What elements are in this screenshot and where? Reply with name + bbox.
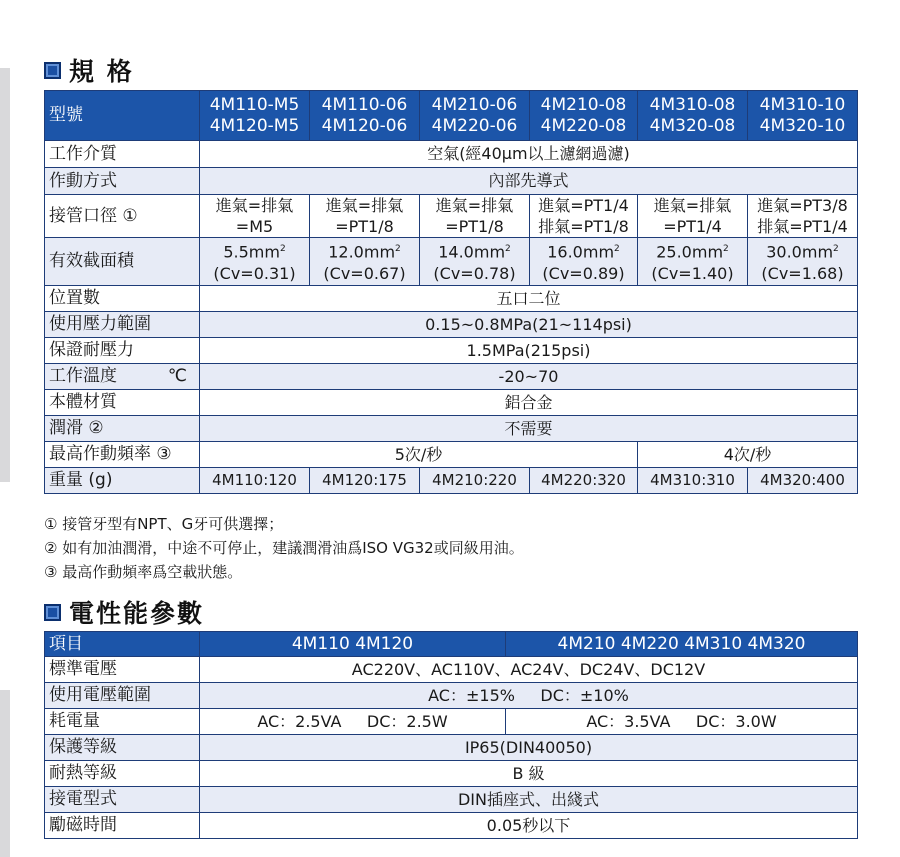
table-row xyxy=(45,338,858,364)
model-cell: 4M210-08 4M220-08 xyxy=(530,91,638,141)
row-label: 作動方式 xyxy=(45,168,200,195)
table-row xyxy=(45,416,858,442)
row-value: 0.05秒以下 xyxy=(200,813,858,839)
row-value: AC220V、AC110V、AC24V、DC24V、DC12V xyxy=(200,657,858,683)
row-value: -20~70 xyxy=(200,364,858,390)
row-label: 接管口徑 ① xyxy=(45,195,200,238)
blue-square-icon xyxy=(44,604,61,621)
row-label: 標準電壓 xyxy=(45,657,200,683)
row-label: 工作溫度 ℃ xyxy=(45,364,200,390)
weight-cell: 4M110:120 xyxy=(200,468,310,494)
table-row xyxy=(45,787,858,813)
row-value: AC：±15% DC：±10% xyxy=(200,683,858,709)
model-header-label: 型號 xyxy=(45,91,200,141)
row-label: 耐熱等級 xyxy=(45,761,200,787)
area-cell: $12.0mm^2$ (Cv=0.67) xyxy=(310,238,420,286)
area-cell: $5.5mm^2$ (Cv=0.31) xyxy=(200,238,310,286)
table-row xyxy=(45,813,858,839)
row-label: 保護等級 xyxy=(45,735,200,761)
weight-cell: 4M310:310 xyxy=(638,468,748,494)
blue-square-icon xyxy=(44,62,61,79)
spec-section-title xyxy=(44,52,134,88)
row-label: 最高作動頻率 ③ xyxy=(45,442,200,468)
row-value: 五口二位 xyxy=(200,286,858,312)
spec-title-text: 規 格 xyxy=(69,57,134,86)
table-row xyxy=(45,364,858,390)
spec-header-row xyxy=(45,91,858,141)
note-item: ③ 最高作動頻率爲空載狀態。 xyxy=(44,563,243,581)
table-row xyxy=(45,312,858,338)
weight-cell: 4M220:320 xyxy=(530,468,638,494)
table-row xyxy=(45,442,858,468)
port-cell: 進氣=排氣 =PT1/8 xyxy=(310,195,420,238)
row-label: 接電型式 xyxy=(45,787,200,813)
row-label: 勵磁時間 xyxy=(45,813,200,839)
electrical-section-title xyxy=(44,594,204,630)
area-cell: $14.0mm^2$ (Cv=0.78) xyxy=(420,238,530,286)
row-label: 有效截面積 xyxy=(45,238,200,286)
row-value: B 級 xyxy=(200,761,858,787)
model-cell: 4M310-10 4M320-10 xyxy=(748,91,858,141)
table-row xyxy=(45,195,858,238)
row-value: DIN插座式、出綫式 xyxy=(200,787,858,813)
spec-table xyxy=(44,90,858,494)
row-label: 耗電量 xyxy=(45,709,200,735)
port-cell: 進氣=PT1/4 排氣=PT1/8 xyxy=(530,195,638,238)
left-edge-bar xyxy=(0,690,10,857)
port-cell: 進氣=PT3/8 排氣=PT1/4 xyxy=(748,195,858,238)
area-cell: $16.0mm^2$ (Cv=0.89) xyxy=(530,238,638,286)
weight-cell: 4M120:175 xyxy=(310,468,420,494)
table-row xyxy=(45,168,858,195)
electrical-table xyxy=(44,631,858,839)
port-cell: 進氣=排氣 =M5 xyxy=(200,195,310,238)
model-cell: 4M110-M5 4M120-M5 xyxy=(200,91,310,141)
row-label: 使用電壓範圍 xyxy=(45,683,200,709)
row-value: 1.5MPa(215psi) xyxy=(200,338,858,364)
table-row xyxy=(45,735,858,761)
row-value: 不需要 xyxy=(200,416,858,442)
item-header-label: 項目 xyxy=(45,632,200,657)
row-value: 內部先導式 xyxy=(200,168,858,195)
row-value: 5次/秒 xyxy=(200,442,638,468)
group-header: 4M210 4M220 4M310 4M320 xyxy=(506,632,858,657)
row-value: 0.15~0.8MPa(21~114psi) xyxy=(200,312,858,338)
row-value: 空氣(經40μm以上濾網過濾) xyxy=(200,141,858,168)
port-cell: 進氣=排氣 =PT1/8 xyxy=(420,195,530,238)
table-row xyxy=(45,390,858,416)
spec-notes xyxy=(44,512,524,584)
model-cell: 4M110-06 4M120-06 xyxy=(310,91,420,141)
row-label: 位置數 xyxy=(45,286,200,312)
row-label: 本體材質 xyxy=(45,390,200,416)
area-cell: $30.0mm^2$ (Cv=1.68) xyxy=(748,238,858,286)
group-header: 4M110 4M120 xyxy=(200,632,506,657)
table-row xyxy=(45,761,858,787)
weight-cell: 4M320:400 xyxy=(748,468,858,494)
electrical-header-row xyxy=(45,632,858,657)
row-value: 4次/秒 xyxy=(638,442,858,468)
row-label: 潤滑 ② xyxy=(45,416,200,442)
electrical-title-text: 電性能參數 xyxy=(69,599,205,628)
table-row xyxy=(45,238,858,286)
model-cell: 4M210-06 4M220-06 xyxy=(420,91,530,141)
note-item: ② 如有加油潤滑，中途不可停止，建議潤滑油爲ISO VG32或同級用油。 xyxy=(44,539,524,557)
row-value: IP65(DIN40050) xyxy=(200,735,858,761)
row-label: 使用壓力範圍 xyxy=(45,312,200,338)
row-label: 重量 (g) xyxy=(45,468,200,494)
table-row xyxy=(45,709,858,735)
row-value: 鋁合金 xyxy=(200,390,858,416)
table-row xyxy=(45,657,858,683)
row-value: AC：3.5VA DC：3.0W xyxy=(506,709,858,735)
port-cell: 進氣=排氣 =PT1/4 xyxy=(638,195,748,238)
row-label: 工作介質 xyxy=(45,141,200,168)
table-row xyxy=(45,286,858,312)
model-cell: 4M310-08 4M320-08 xyxy=(638,91,748,141)
table-row xyxy=(45,141,858,168)
table-row xyxy=(45,683,858,709)
table-row xyxy=(45,468,858,494)
area-cell: $25.0mm^2$ (Cv=1.40) xyxy=(638,238,748,286)
row-label: 保證耐壓力 xyxy=(45,338,200,364)
left-edge-bar xyxy=(0,68,10,482)
row-value: AC：2.5VA DC：2.5W xyxy=(200,709,506,735)
weight-cell: 4M210:220 xyxy=(420,468,530,494)
note-item: ① 接管牙型有NPT、G牙可供選擇； xyxy=(44,515,284,533)
